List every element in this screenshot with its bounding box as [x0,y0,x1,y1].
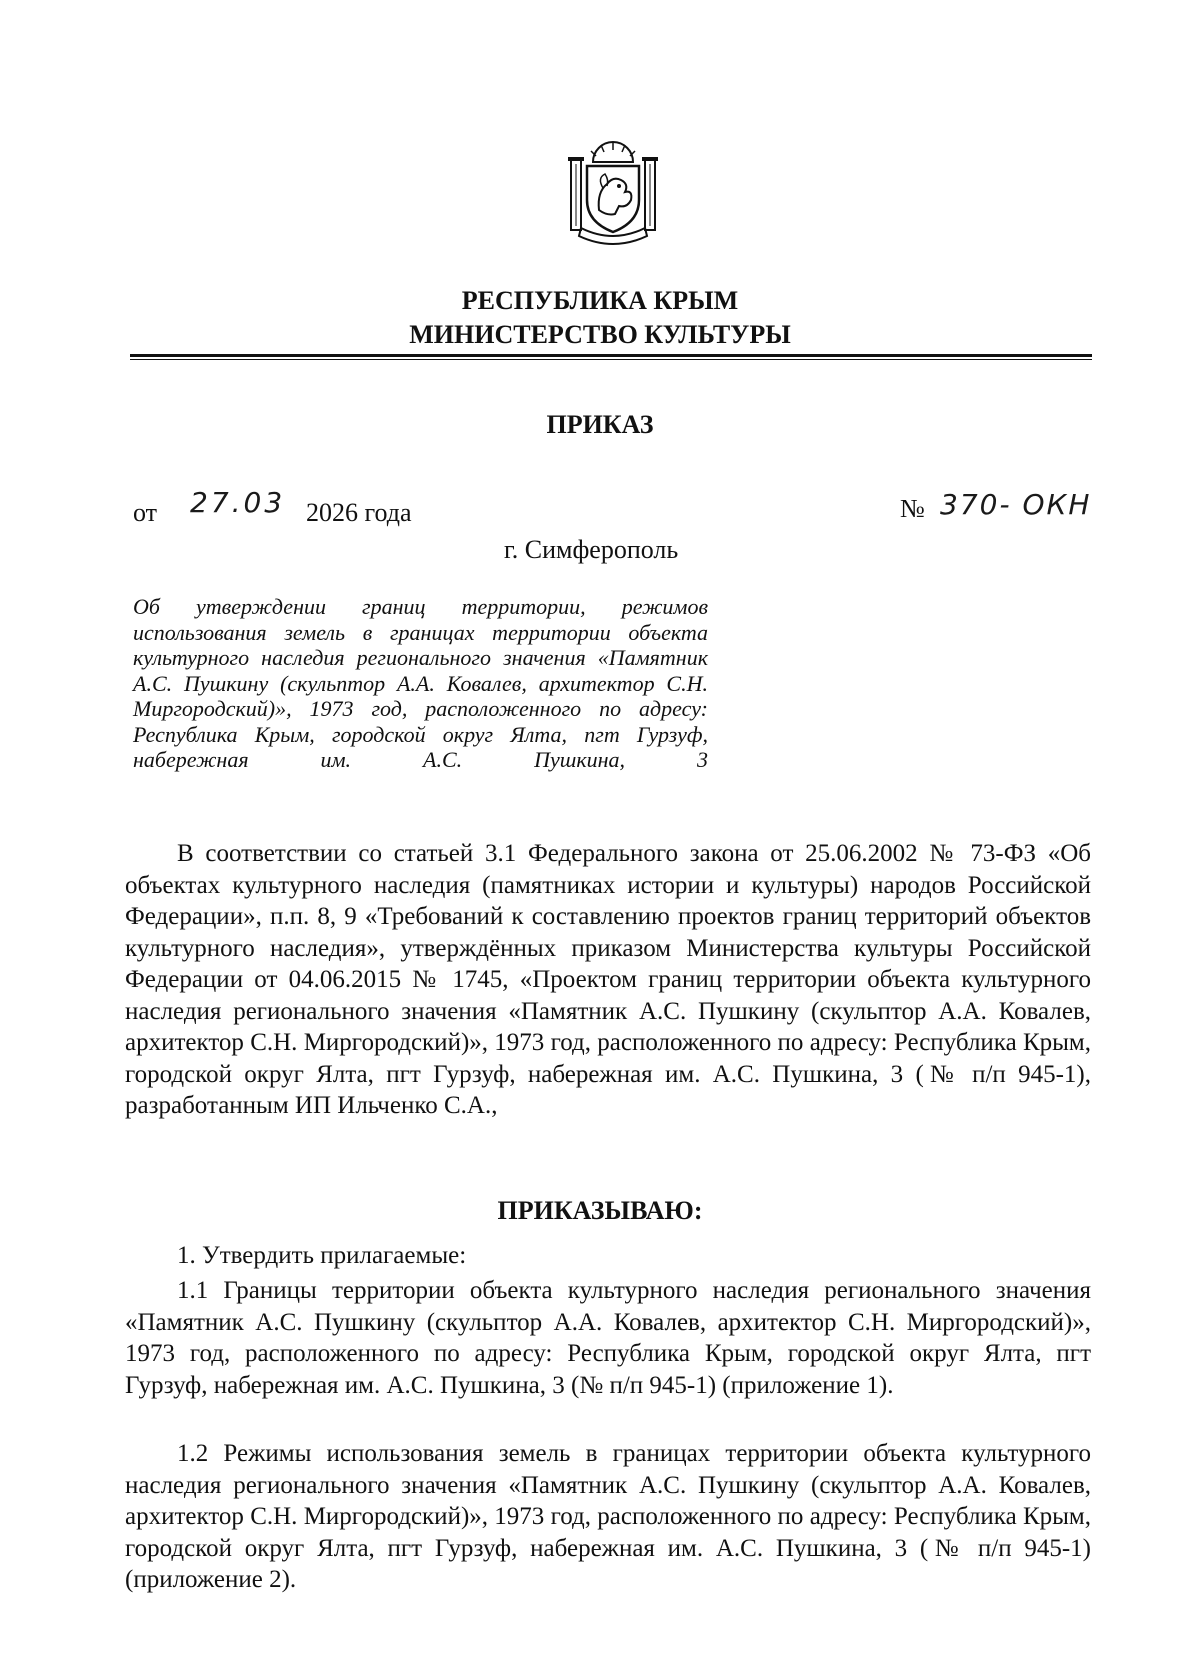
date-from-label: от [133,498,158,527]
preamble-paragraph: В соответствии со статьей 3.1 Федерального закона от 25.06.2002 № 73-ФЗ «Об объектах культурного наследия (памятниках истории и культуры) народов Российской Федерации», п.п. 8, 9 «Требований к составлению проектов границ территорий объектов культурного наследия», утверждённых приказом Министерства культуры Российской Федерации от 04.06.2015 № 1745, «Проектом границ территории объекта культурного наследия регионального значения «Памятник А.С. Пушкину (скульптор А.А. Ковалев, архитектор С.Н. Миргородский)», 1973 год, расположенного по адресу: Республика Крым, городской округ Ялта, пгт Гурзуф, набережная им. А.С. Пушкина, 3 (№ п/п 945-1), разработанным ИП Ильченко С.А., [125,840,1091,1119]
republic-name: РЕСПУБЛИКА КРЫМ [461,286,739,315]
document-type: ПРИКАЗ [546,410,654,439]
order-item-1: 1. Утвердить прилагаемые: [177,1242,467,1269]
order-subject: Об утверждении границ территории, режимов использования земель в границах территории объекта культурного наследия регионального значения «Памятник А.С. Пушкину (скульптор А.А. Ковалев, архитектор С.Н. Миргородский)», 1973 год, расположенного по адресу: Республика Крым, городской округ Ялта, пгт Гурзуф, набережная им. А.С. Пушкина, 3 [133,594,708,772]
order-item-1-2: 1.2 Режимы использования земель в границах территории объекта культурного наследия регионального значения «Памятник А.С. Пушкину (скульптор А.А. Ковалев, архитектор С.Н. Миргородский)», 1973 год, расположенного по адресу: Республика Крым, городской округ Ялта, пгт Гурзуф, набережная им. А.С. Пушкина, 3 (№ п/п 945-1) (приложение 2). [125,1440,1091,1593]
date-year: 2026 года [306,498,412,527]
document-city: г. Симферополь [504,535,679,564]
order-heading: ПРИКАЗЫВАЮ: [497,1196,703,1225]
order-item-1-1: 1.1 Границы территории объекта культурного наследия регионального значения «Памятник А.С. Пушкину (скульптор А.А. Ковалев, архитектор С.Н. Миргородский)», 1973 год, расположенного по адресу: Республика Крым, городской округ Ялта, пгт Гурзуф, набережная им. А.С. Пушкина, 3 (№ п/п 945-1) (приложение 1). [125,1277,1091,1399]
handwritten-order-number: 370- ОКН [940,488,1092,521]
crimea-coat-of-arms-icon [563,140,663,250]
ministry-name: МИНИСТЕРСТВО КУЛЬТУРЫ [409,320,791,349]
number-sign: № [900,494,925,523]
header-divider-thin [130,359,1092,360]
header-divider-thick [130,354,1092,357]
handwritten-date: 27.03 [190,486,286,519]
